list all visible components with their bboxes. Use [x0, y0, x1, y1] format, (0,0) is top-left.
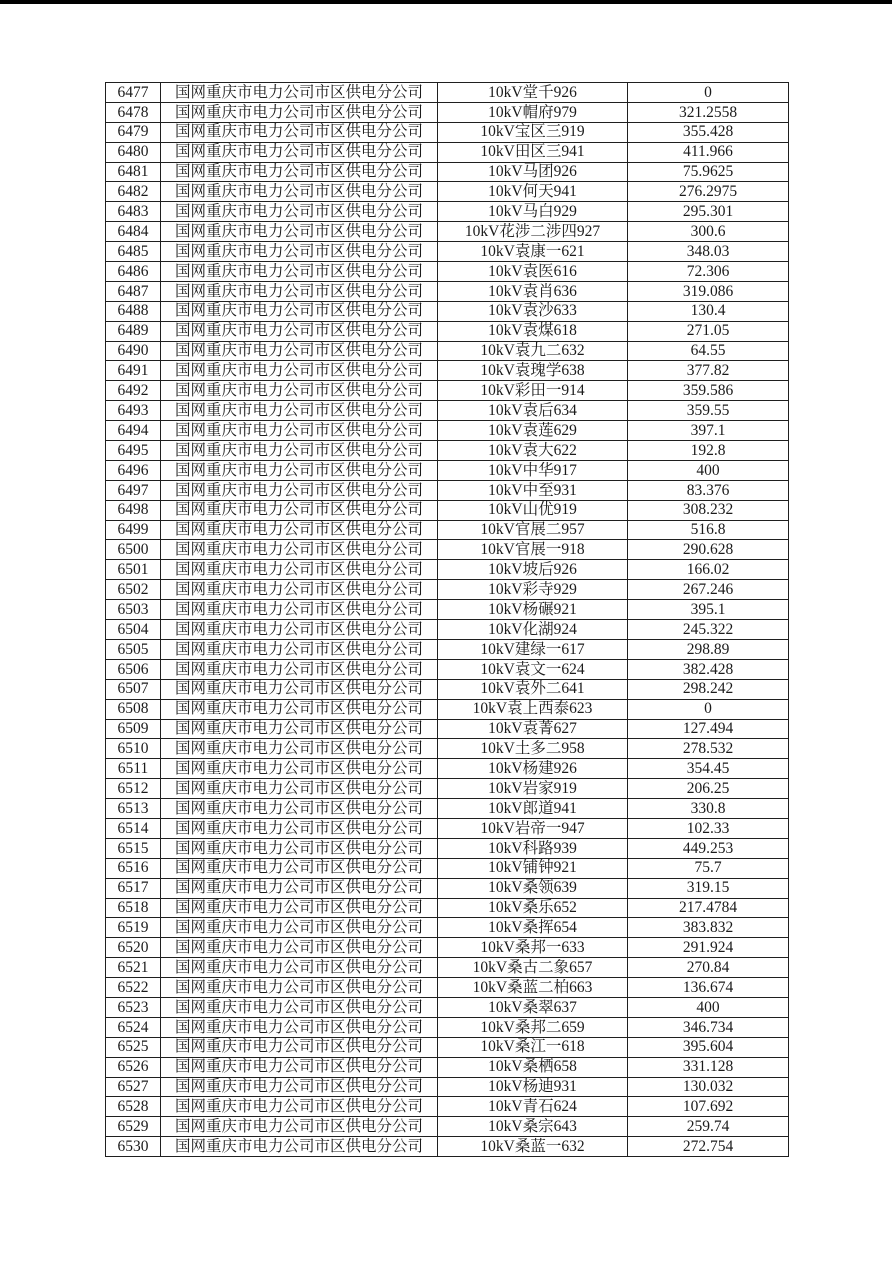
table-row — [106, 898, 789, 918]
line-name-cell: 10kV袁医616 — [438, 262, 628, 282]
company-cell: 国网重庆市电力公司市区供电分公司 — [161, 381, 438, 401]
company-cell: 国网重庆市电力公司市区供电分公司 — [161, 301, 438, 321]
table-row — [106, 997, 789, 1017]
row-number-cell: 6517 — [106, 878, 161, 898]
company-cell: 国网重庆市电力公司市区供电分公司 — [161, 341, 438, 361]
value-cell: 331.128 — [628, 1057, 789, 1077]
row-number-cell: 6485 — [106, 242, 161, 262]
value-cell: 0 — [628, 699, 789, 719]
value-cell: 270.84 — [628, 958, 789, 978]
line-name-cell: 10kV宝区三919 — [438, 122, 628, 142]
value-cell: 278.532 — [628, 739, 789, 759]
line-name-cell: 10kV袁文一624 — [438, 659, 628, 679]
value-cell: 271.05 — [628, 321, 789, 341]
company-cell: 国网重庆市电力公司市区供电分公司 — [161, 281, 438, 301]
value-cell: 217.4784 — [628, 898, 789, 918]
line-name-cell: 10kV桑蓝一632 — [438, 1137, 628, 1157]
row-number-cell: 6512 — [106, 779, 161, 799]
row-number-cell: 6497 — [106, 480, 161, 500]
line-name-cell: 10kV杨迪931 — [438, 1077, 628, 1097]
value-cell: 400 — [628, 997, 789, 1017]
row-number-cell: 6495 — [106, 441, 161, 461]
line-name-cell: 10kV袁瑰学638 — [438, 361, 628, 381]
row-number-cell: 6516 — [106, 858, 161, 878]
row-number-cell: 6520 — [106, 938, 161, 958]
row-number-cell: 6498 — [106, 500, 161, 520]
company-cell: 国网重庆市电力公司市区供电分公司 — [161, 580, 438, 600]
value-cell: 319.15 — [628, 878, 789, 898]
row-number-cell: 6483 — [106, 202, 161, 222]
company-cell: 国网重庆市电力公司市区供电分公司 — [161, 858, 438, 878]
table-row — [106, 460, 789, 480]
table-row — [106, 520, 789, 540]
company-cell: 国网重庆市电力公司市区供电分公司 — [161, 262, 438, 282]
page-top-bar — [0, 0, 892, 4]
table-row — [106, 142, 789, 162]
value-cell: 321.2558 — [628, 102, 789, 122]
line-name-cell: 10kV建绿一617 — [438, 639, 628, 659]
company-cell: 国网重庆市电力公司市区供电分公司 — [161, 719, 438, 739]
company-cell: 国网重庆市电力公司市区供电分公司 — [161, 659, 438, 679]
table-row — [106, 162, 789, 182]
company-cell: 国网重庆市电力公司市区供电分公司 — [161, 242, 438, 262]
company-cell: 国网重庆市电力公司市区供电分公司 — [161, 480, 438, 500]
value-cell: 0 — [628, 83, 789, 103]
table-row — [106, 958, 789, 978]
company-cell: 国网重庆市电力公司市区供电分公司 — [161, 958, 438, 978]
row-number-cell: 6500 — [106, 540, 161, 560]
row-number-cell: 6477 — [106, 83, 161, 103]
table-row — [106, 978, 789, 998]
value-cell: 291.924 — [628, 938, 789, 958]
company-cell: 国网重庆市电力公司市区供电分公司 — [161, 699, 438, 719]
row-number-cell: 6478 — [106, 102, 161, 122]
table-row — [106, 858, 789, 878]
company-cell: 国网重庆市电力公司市区供电分公司 — [161, 600, 438, 620]
table-row — [106, 122, 789, 142]
row-number-cell: 6499 — [106, 520, 161, 540]
company-cell: 国网重庆市电力公司市区供电分公司 — [161, 938, 438, 958]
row-number-cell: 6490 — [106, 341, 161, 361]
feeder-data-table — [105, 82, 789, 1157]
line-name-cell: 10kV科路939 — [438, 838, 628, 858]
value-cell: 395.604 — [628, 1037, 789, 1057]
value-cell: 308.232 — [628, 500, 789, 520]
line-name-cell: 10kV山优919 — [438, 500, 628, 520]
value-cell: 127.494 — [628, 719, 789, 739]
row-number-cell: 6521 — [106, 958, 161, 978]
line-name-cell: 10kV坡后926 — [438, 560, 628, 580]
row-number-cell: 6528 — [106, 1097, 161, 1117]
value-cell: 130.032 — [628, 1077, 789, 1097]
value-cell: 245.322 — [628, 620, 789, 640]
row-number-cell: 6479 — [106, 122, 161, 142]
row-number-cell: 6508 — [106, 699, 161, 719]
company-cell: 国网重庆市电力公司市区供电分公司 — [161, 1117, 438, 1137]
company-cell: 国网重庆市电力公司市区供电分公司 — [161, 838, 438, 858]
table-row — [106, 1077, 789, 1097]
table-body — [106, 83, 789, 1157]
table-row — [106, 620, 789, 640]
row-number-cell: 6506 — [106, 659, 161, 679]
line-name-cell: 10kV田区三941 — [438, 142, 628, 162]
table-row — [106, 102, 789, 122]
line-name-cell: 10kV袁菁627 — [438, 719, 628, 739]
value-cell: 400 — [628, 460, 789, 480]
company-cell: 国网重庆市电力公司市区供电分公司 — [161, 739, 438, 759]
value-cell: 75.7 — [628, 858, 789, 878]
line-name-cell: 10kV中至931 — [438, 480, 628, 500]
line-name-cell: 10kV桑翠637 — [438, 997, 628, 1017]
value-cell: 166.02 — [628, 560, 789, 580]
value-cell: 516.8 — [628, 520, 789, 540]
value-cell: 395.1 — [628, 600, 789, 620]
row-number-cell: 6496 — [106, 460, 161, 480]
table-row — [106, 341, 789, 361]
value-cell: 382.428 — [628, 659, 789, 679]
row-number-cell: 6509 — [106, 719, 161, 739]
company-cell: 国网重庆市电力公司市区供电分公司 — [161, 620, 438, 640]
value-cell: 192.8 — [628, 441, 789, 461]
company-cell: 国网重庆市电力公司市区供电分公司 — [161, 679, 438, 699]
table-row — [106, 1097, 789, 1117]
company-cell: 国网重庆市电力公司市区供电分公司 — [161, 1137, 438, 1157]
table-row — [106, 500, 789, 520]
table-row — [106, 281, 789, 301]
company-cell: 国网重庆市电力公司市区供电分公司 — [161, 1017, 438, 1037]
line-name-cell: 10kV岩帝一947 — [438, 818, 628, 838]
company-cell: 国网重庆市电力公司市区供电分公司 — [161, 361, 438, 381]
line-name-cell: 10kV岩家919 — [438, 779, 628, 799]
row-number-cell: 6526 — [106, 1057, 161, 1077]
value-cell: 346.734 — [628, 1017, 789, 1037]
line-name-cell: 10kV花涉二涉四927 — [438, 222, 628, 242]
line-name-cell: 10kV袁外二641 — [438, 679, 628, 699]
line-name-cell: 10kV袁大622 — [438, 441, 628, 461]
table-row — [106, 799, 789, 819]
table-row — [106, 381, 789, 401]
line-name-cell: 10kV桑邦一633 — [438, 938, 628, 958]
row-number-cell: 6505 — [106, 639, 161, 659]
value-cell: 359.586 — [628, 381, 789, 401]
company-cell: 国网重庆市电力公司市区供电分公司 — [161, 1057, 438, 1077]
table-row — [106, 699, 789, 719]
row-number-cell: 6503 — [106, 600, 161, 620]
value-cell: 64.55 — [628, 341, 789, 361]
row-number-cell: 6493 — [106, 401, 161, 421]
line-name-cell: 10kV袁上西泰623 — [438, 699, 628, 719]
table-row — [106, 719, 789, 739]
row-number-cell: 6514 — [106, 818, 161, 838]
row-number-cell: 6501 — [106, 560, 161, 580]
value-cell: 295.301 — [628, 202, 789, 222]
row-number-cell: 6522 — [106, 978, 161, 998]
value-cell: 298.89 — [628, 639, 789, 659]
value-cell: 330.8 — [628, 799, 789, 819]
row-number-cell: 6524 — [106, 1017, 161, 1037]
row-number-cell: 6494 — [106, 421, 161, 441]
row-number-cell: 6530 — [106, 1137, 161, 1157]
value-cell: 83.376 — [628, 480, 789, 500]
line-name-cell: 10kV杨建926 — [438, 759, 628, 779]
table-row — [106, 838, 789, 858]
table-row — [106, 560, 789, 580]
table-row — [106, 918, 789, 938]
company-cell: 国网重庆市电力公司市区供电分公司 — [161, 560, 438, 580]
company-cell: 国网重庆市电力公司市区供电分公司 — [161, 779, 438, 799]
table-row — [106, 759, 789, 779]
value-cell: 206.25 — [628, 779, 789, 799]
line-name-cell: 10kV袁煤618 — [438, 321, 628, 341]
table-row — [106, 441, 789, 461]
row-number-cell: 6515 — [106, 838, 161, 858]
company-cell: 国网重庆市电力公司市区供电分公司 — [161, 83, 438, 103]
line-name-cell: 10kV袁九二632 — [438, 341, 628, 361]
row-number-cell: 6489 — [106, 321, 161, 341]
line-name-cell: 10kV桑蓝二柏663 — [438, 978, 628, 998]
line-name-cell: 10kV桑江一618 — [438, 1037, 628, 1057]
company-cell: 国网重庆市电力公司市区供电分公司 — [161, 182, 438, 202]
company-cell: 国网重庆市电力公司市区供电分公司 — [161, 122, 438, 142]
company-cell: 国网重庆市电力公司市区供电分公司 — [161, 997, 438, 1017]
value-cell: 411.966 — [628, 142, 789, 162]
line-name-cell: 10kV桑古二象657 — [438, 958, 628, 978]
row-number-cell: 6486 — [106, 262, 161, 282]
company-cell: 国网重庆市电力公司市区供电分公司 — [161, 918, 438, 938]
line-name-cell: 10kV土多二958 — [438, 739, 628, 759]
table-row — [106, 639, 789, 659]
table-row — [106, 262, 789, 282]
line-name-cell: 10kV官展一918 — [438, 540, 628, 560]
table-row — [106, 1057, 789, 1077]
value-cell: 348.03 — [628, 242, 789, 262]
table-row — [106, 1037, 789, 1057]
value-cell: 130.4 — [628, 301, 789, 321]
value-cell: 72.306 — [628, 262, 789, 282]
row-number-cell: 6511 — [106, 759, 161, 779]
company-cell: 国网重庆市电力公司市区供电分公司 — [161, 222, 438, 242]
line-name-cell: 10kV堂千926 — [438, 83, 628, 103]
row-number-cell: 6518 — [106, 898, 161, 918]
row-number-cell: 6525 — [106, 1037, 161, 1057]
value-cell: 107.692 — [628, 1097, 789, 1117]
row-number-cell: 6507 — [106, 679, 161, 699]
row-number-cell: 6487 — [106, 281, 161, 301]
table-row — [106, 242, 789, 262]
value-cell: 300.6 — [628, 222, 789, 242]
table-row — [106, 1117, 789, 1137]
company-cell: 国网重庆市电力公司市区供电分公司 — [161, 460, 438, 480]
table-row — [106, 679, 789, 699]
value-cell: 397.1 — [628, 421, 789, 441]
value-cell: 377.82 — [628, 361, 789, 381]
company-cell: 国网重庆市电力公司市区供电分公司 — [161, 500, 438, 520]
line-name-cell: 10kV杨碾921 — [438, 600, 628, 620]
company-cell: 国网重庆市电力公司市区供电分公司 — [161, 1037, 438, 1057]
table-row — [106, 421, 789, 441]
company-cell: 国网重庆市电力公司市区供电分公司 — [161, 321, 438, 341]
line-name-cell: 10kV袁康一621 — [438, 242, 628, 262]
line-name-cell: 10kV铺钟921 — [438, 858, 628, 878]
row-number-cell: 6480 — [106, 142, 161, 162]
company-cell: 国网重庆市电力公司市区供电分公司 — [161, 799, 438, 819]
value-cell: 136.674 — [628, 978, 789, 998]
line-name-cell: 10kV桑挥654 — [438, 918, 628, 938]
table-row — [106, 938, 789, 958]
table-row — [106, 182, 789, 202]
row-number-cell: 6510 — [106, 739, 161, 759]
company-cell: 国网重庆市电力公司市区供电分公司 — [161, 401, 438, 421]
value-cell: 290.628 — [628, 540, 789, 560]
row-number-cell: 6504 — [106, 620, 161, 640]
row-number-cell: 6529 — [106, 1117, 161, 1137]
line-name-cell: 10kV青石624 — [438, 1097, 628, 1117]
table-row — [106, 878, 789, 898]
table-row — [106, 818, 789, 838]
row-number-cell: 6523 — [106, 997, 161, 1017]
company-cell: 国网重庆市电力公司市区供电分公司 — [161, 818, 438, 838]
company-cell: 国网重庆市电力公司市区供电分公司 — [161, 639, 438, 659]
line-name-cell: 10kV袁莲629 — [438, 421, 628, 441]
company-cell: 国网重庆市电力公司市区供电分公司 — [161, 421, 438, 441]
value-cell: 276.2975 — [628, 182, 789, 202]
line-name-cell: 10kV帽府979 — [438, 102, 628, 122]
table-row — [106, 580, 789, 600]
row-number-cell: 6519 — [106, 918, 161, 938]
value-cell: 267.246 — [628, 580, 789, 600]
line-name-cell: 10kV桑邦二659 — [438, 1017, 628, 1037]
line-name-cell: 10kV马白929 — [438, 202, 628, 222]
company-cell: 国网重庆市电力公司市区供电分公司 — [161, 102, 438, 122]
company-cell: 国网重庆市电力公司市区供电分公司 — [161, 759, 438, 779]
line-name-cell: 10kV袁肖636 — [438, 281, 628, 301]
company-cell: 国网重庆市电力公司市区供电分公司 — [161, 142, 438, 162]
company-cell: 国网重庆市电力公司市区供电分公司 — [161, 898, 438, 918]
table-row — [106, 321, 789, 341]
line-name-cell: 10kV化湖924 — [438, 620, 628, 640]
table-row — [106, 480, 789, 500]
company-cell: 国网重庆市电力公司市区供电分公司 — [161, 202, 438, 222]
value-cell: 354.45 — [628, 759, 789, 779]
value-cell: 298.242 — [628, 679, 789, 699]
table-row — [106, 540, 789, 560]
company-cell: 国网重庆市电力公司市区供电分公司 — [161, 441, 438, 461]
company-cell: 国网重庆市电力公司市区供电分公司 — [161, 1097, 438, 1117]
company-cell: 国网重庆市电力公司市区供电分公司 — [161, 978, 438, 998]
line-name-cell: 10kV袁沙633 — [438, 301, 628, 321]
table-row — [106, 739, 789, 759]
table-row — [106, 222, 789, 242]
row-number-cell: 6488 — [106, 301, 161, 321]
value-cell: 272.754 — [628, 1137, 789, 1157]
row-number-cell: 6482 — [106, 182, 161, 202]
row-number-cell: 6484 — [106, 222, 161, 242]
company-cell: 国网重庆市电力公司市区供电分公司 — [161, 1077, 438, 1097]
value-cell: 383.832 — [628, 918, 789, 938]
company-cell: 国网重庆市电力公司市区供电分公司 — [161, 162, 438, 182]
table-row — [106, 1017, 789, 1037]
line-name-cell: 10kV桑栖658 — [438, 1057, 628, 1077]
value-cell: 319.086 — [628, 281, 789, 301]
line-name-cell: 10kV彩寺929 — [438, 580, 628, 600]
row-number-cell: 6502 — [106, 580, 161, 600]
table-row — [106, 779, 789, 799]
table-row — [106, 361, 789, 381]
line-name-cell: 10kV桑乐652 — [438, 898, 628, 918]
line-name-cell: 10kV马团926 — [438, 162, 628, 182]
company-cell: 国网重庆市电力公司市区供电分公司 — [161, 520, 438, 540]
value-cell: 259.74 — [628, 1117, 789, 1137]
line-name-cell: 10kV桑宗643 — [438, 1117, 628, 1137]
table-row — [106, 83, 789, 103]
line-name-cell: 10kV中华917 — [438, 460, 628, 480]
row-number-cell: 6492 — [106, 381, 161, 401]
line-name-cell: 10kV何天941 — [438, 182, 628, 202]
company-cell: 国网重庆市电力公司市区供电分公司 — [161, 540, 438, 560]
value-cell: 359.55 — [628, 401, 789, 421]
table-row — [106, 659, 789, 679]
value-cell: 75.9625 — [628, 162, 789, 182]
line-name-cell: 10kV彩田一914 — [438, 381, 628, 401]
table-row — [106, 600, 789, 620]
line-name-cell: 10kV官展二957 — [438, 520, 628, 540]
line-name-cell: 10kV袁后634 — [438, 401, 628, 421]
line-name-cell: 10kV桑领639 — [438, 878, 628, 898]
row-number-cell: 6513 — [106, 799, 161, 819]
table-row — [106, 301, 789, 321]
row-number-cell: 6491 — [106, 361, 161, 381]
row-number-cell: 6527 — [106, 1077, 161, 1097]
company-cell: 国网重庆市电力公司市区供电分公司 — [161, 878, 438, 898]
table-row — [106, 202, 789, 222]
row-number-cell: 6481 — [106, 162, 161, 182]
value-cell: 449.253 — [628, 838, 789, 858]
line-name-cell: 10kV郎道941 — [438, 799, 628, 819]
value-cell: 355.428 — [628, 122, 789, 142]
value-cell: 102.33 — [628, 818, 789, 838]
table-row — [106, 1137, 789, 1157]
table-row — [106, 401, 789, 421]
